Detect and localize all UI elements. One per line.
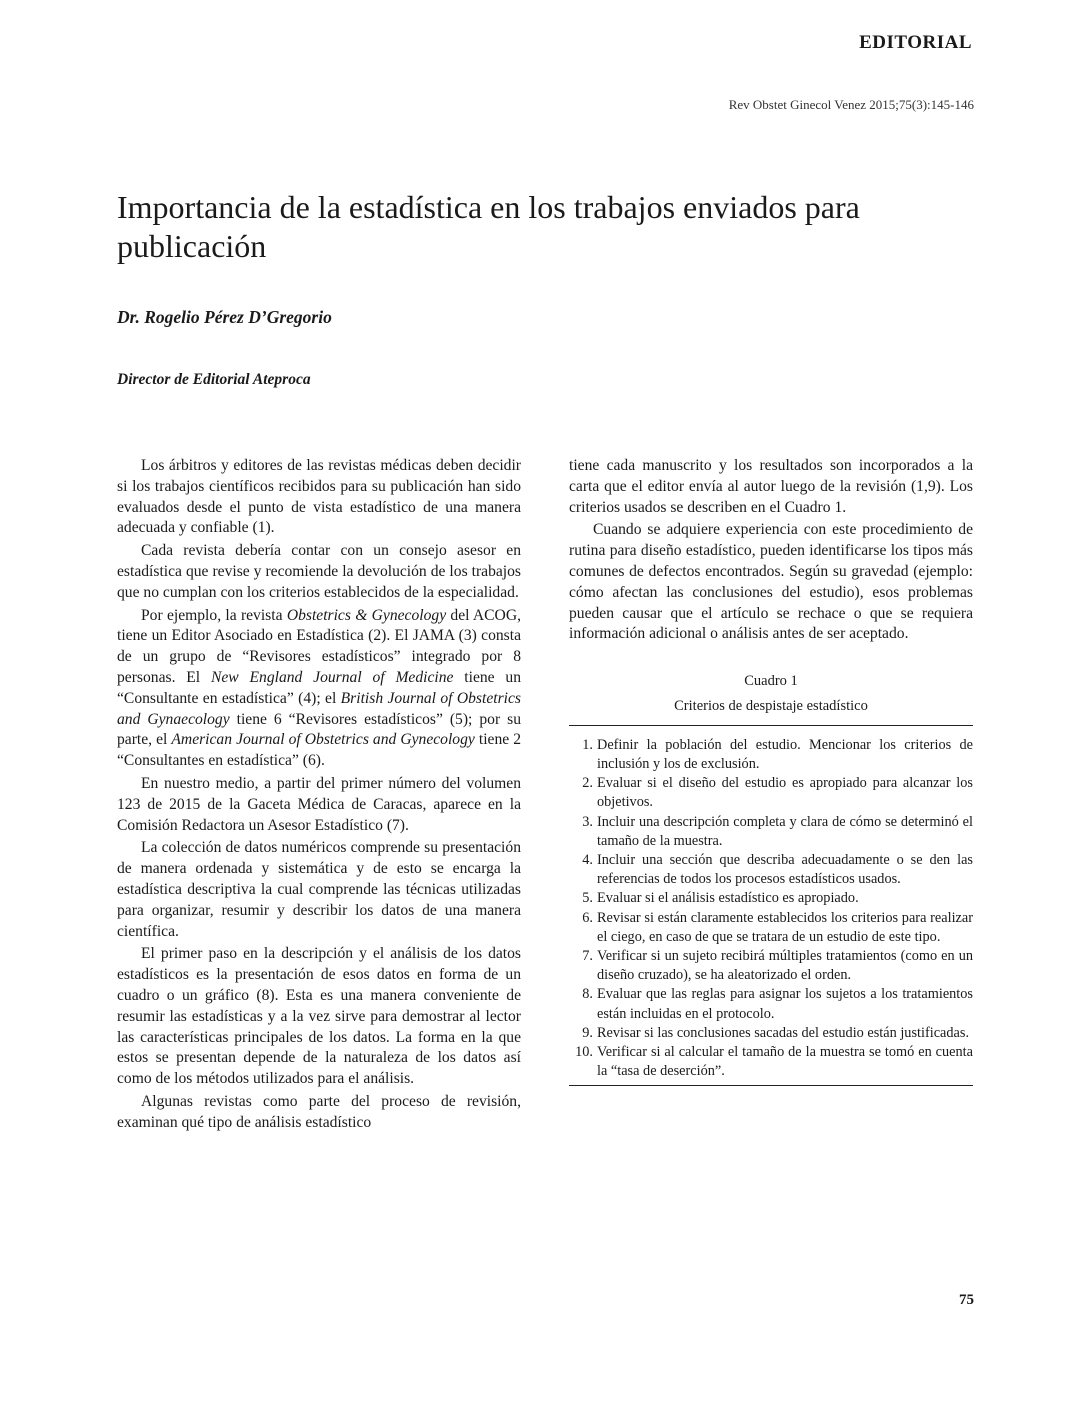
list-item <box>569 947 973 985</box>
list-item <box>569 1024 973 1043</box>
paragraph-text: Por ejemplo, la revista <box>141 606 287 624</box>
item-text: Incluir una sección que describa adecuadamente o se den las referencias de todos los procesos estadísticos usados. <box>597 851 973 888</box>
table-subcaption: Criterios de despistaje estadístico <box>569 696 973 726</box>
journal-name: New England Journal of Medicine <box>210 668 454 686</box>
item-text: Verificar si un sujeto recibirá múltiples tratamientos (como en un diseño cruzado), se ha aleatorizado el orden. <box>597 948 973 984</box>
item-text: Definir la población del estudio. Mencionar los criterios de inclusión y los de exclusión. <box>597 736 973 772</box>
item-number: 7. <box>582 948 593 964</box>
item-number: 2. <box>582 775 593 792</box>
journal-name: Obstetrics & Gynecology <box>286 606 447 624</box>
item-text: Evaluar si el análisis estadístico es apropiado. <box>597 890 859 907</box>
article-title: Importancia de la estadística en los trabajos enviados para publicación <box>117 189 860 264</box>
page-number: 75 <box>959 1292 974 1308</box>
item-number: 9. <box>582 1024 593 1041</box>
paragraph: Los árbitros y editores de las revistas médicas deben decidir si los trabajos científicos recibidos para su publicación han sido evaluados desde el punto de vista estadístico de una manera adecuada y confiable (1). <box>117 457 521 537</box>
item-text: Verificar si al calcular el tamaño de la muestra se tomó en cuenta la “tasa de deserción”. <box>597 1044 973 1080</box>
item-number: 8. <box>582 986 593 1003</box>
list-item <box>569 1043 973 1081</box>
paragraph: En nuestro medio, a partir del primer número del volumen 123 de 2015 de la Gaceta Médica de Caracas, aparece en la Comisión Redactora un Asesor Estadístico (7). <box>117 774 521 834</box>
paragraph: tiene cada manuscrito y los resultados son incorporados a la carta que el editor envía al autor luego de la revisión (1,9). Los criterios usados se describen en el Cuadro 1. <box>569 457 973 516</box>
paragraph: Cuando se adquiere experiencia con este procedimiento de rutina para diseño estadístico, pueden identificarse los tipos más comunes de defectos encontrados. Según su gravedad (ejemplo: cómo afectan las conclusiones del estudio), esos problemas pueden causar que el artículo se rechace o que se requiera información adicional o análisis antes de ser aceptado. <box>569 521 973 643</box>
author-affiliation: Director de Editorial Ateproca <box>117 371 311 388</box>
item-number: 6. <box>582 909 593 926</box>
journal-name: British Journal of Obstetrics and Gynaecology <box>117 689 521 728</box>
list-item <box>569 909 973 947</box>
list-item <box>569 736 973 774</box>
paragraph-text: tiene 2 “Consultantes en estadística” (6). <box>117 731 522 770</box>
item-number: 1. <box>582 736 593 753</box>
article-author: Dr. Rogelio Pérez D’Gregorio <box>117 307 332 327</box>
section-label: EDITORIAL <box>859 32 972 53</box>
list-item <box>569 889 973 908</box>
paragraph: El primer paso en la descripción y el análisis de los datos estadísticos es la presentación de esos datos en forma de un cuadro o un gráfico (8). Esta es una manera conveniente de resumir las estadísticas y a la vez sirve para demostrar al lector las características principales de los datos. La forma en la que estos se presentan depende de la naturaleza de los datos así como de los métodos utilizados para el análisis. <box>117 945 521 1088</box>
list-item <box>569 851 973 889</box>
criteria-list <box>569 736 973 1087</box>
journal-name: American Journal of Obstetrics and Gynecology <box>171 731 475 749</box>
item-number: 10. <box>575 1044 593 1061</box>
item-number: 5. <box>582 890 593 907</box>
item-text: Evaluar si el diseño del estudio es apropiado para alcanzar los objetivos. <box>597 775 973 811</box>
paragraph: Algunas revistas como parte del proceso de revisión, examinan qué tipo de análisis estadístico <box>117 1092 521 1131</box>
list-item <box>569 774 973 812</box>
paragraph: Cada revista debería contar con un consejo asesor en estadística que revise y recomiende la devolución de los trabajos que no cumplan con los criterios establecidos de la especialidad. <box>117 542 521 601</box>
paragraph <box>117 606 521 772</box>
table-caption: Cuadro 1 <box>744 673 798 690</box>
item-text: Evaluar que las reglas para asignar los sujetos a los tratamientos están incluidas en el protocolo. <box>597 986 973 1022</box>
paragraph-text: tiene 6 “Revisores estadísticos” (5); por su parte, el <box>117 710 521 749</box>
right-column <box>569 456 973 1086</box>
item-text: Incluir una descripción completa y clara de cómo se determinó el tamaño de la muestra. <box>597 813 973 849</box>
table-block <box>569 671 973 1086</box>
list-item <box>569 813 973 851</box>
item-number: 3. <box>582 813 593 830</box>
paragraph: La colección de datos numéricos comprende su presentación de manera ordenada y sistemática y de esto se encarga la estadística descriptiva la cual comprende las técnicas utilizadas para organizar, resumir y describir los datos de una manera científica. <box>117 839 521 940</box>
item-number: 4. <box>582 851 593 868</box>
paragraph-text: del ACOG, tiene un Editor Asociado en Estadística (2). El JAMA (3) consta de un grupo de “Revisores estadísticos” integrado por 8 personas. El <box>117 606 521 686</box>
left-column <box>117 456 521 1136</box>
journal-citation: Rev Obstet Ginecol Venez 2015;75(3):145-146 <box>728 97 974 112</box>
paragraph-text: tiene un “Consultante en estadística” (4); el <box>117 668 522 707</box>
list-item <box>569 985 973 1023</box>
item-text: Revisar si las conclusiones sacadas del estudio están justificadas. <box>597 1024 970 1041</box>
item-text: Revisar si están claramente establecidos los criterios para realizar el ciego, en caso de que se tratara de un estudio de este tipo. <box>597 909 973 945</box>
